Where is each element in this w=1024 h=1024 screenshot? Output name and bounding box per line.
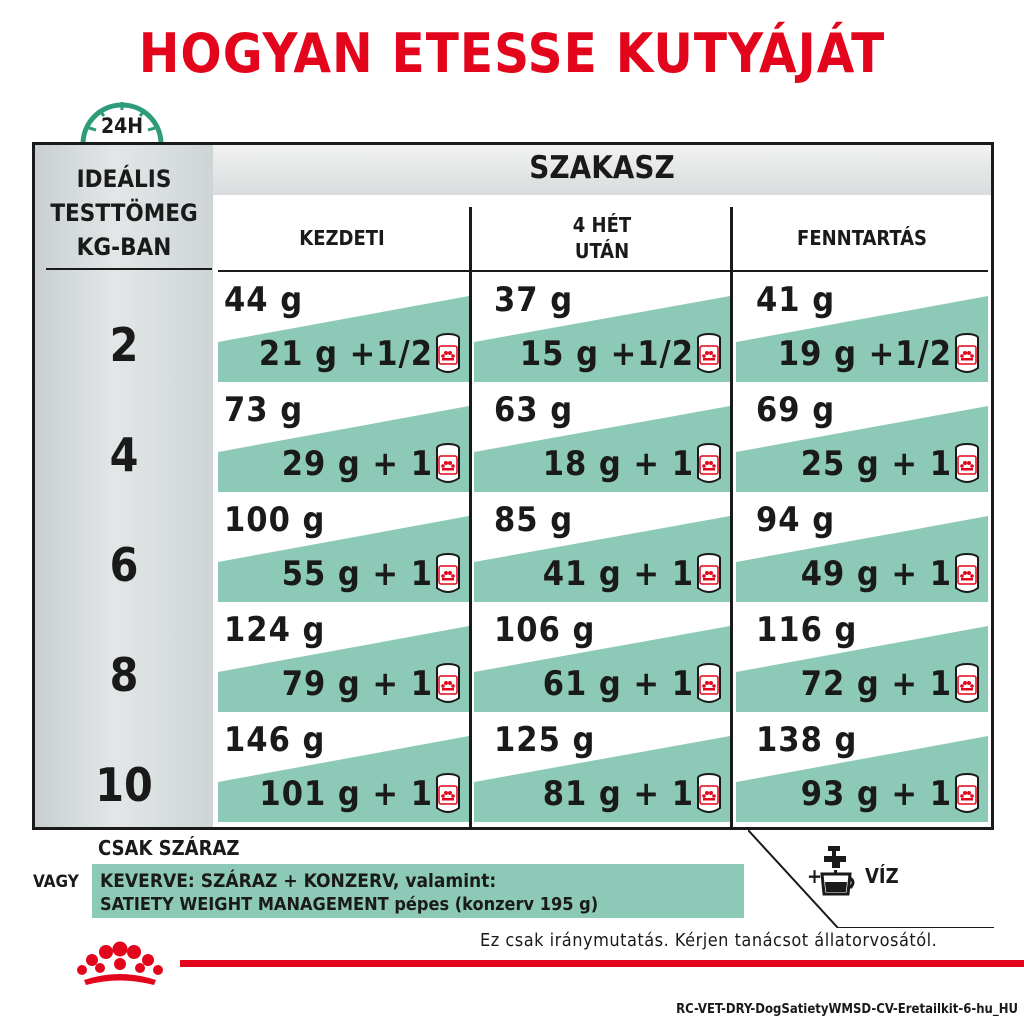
weight-label: 6 <box>109 538 139 592</box>
mixed-amount: 101 g + 1 <box>259 774 433 814</box>
dry-amount: 124 g <box>224 610 326 650</box>
mixed-amount: 18 g + 1 <box>542 444 694 484</box>
clock-label: 24H <box>100 114 144 138</box>
mixed-amount: 55 g + 1 <box>281 554 433 594</box>
can-icon <box>696 662 722 706</box>
legend-mixed-line-2: SATIETY WEIGHT MANAGEMENT pépes (konzerv 195 g) <box>100 894 599 915</box>
column-divider-2 <box>730 207 733 829</box>
can-icon <box>954 552 980 596</box>
can-icon <box>954 332 980 376</box>
dry-amount: 106 g <box>494 610 596 650</box>
legend-mixed-line-1: KEVERVE: SZÁRAZ + KONZERV, valamint: <box>100 870 497 892</box>
can-icon <box>696 332 722 376</box>
mixed-amount: 93 g + 1 <box>800 774 952 814</box>
weight-header-divider <box>46 268 212 270</box>
mixed-amount: 72 g + 1 <box>800 664 952 704</box>
mixed-amount: 21 g +1/2 <box>258 334 433 374</box>
royal-canin-crown-logo <box>70 940 170 986</box>
dry-amount: 37 g <box>494 280 574 320</box>
dry-amount: 94 g <box>756 500 836 540</box>
mixed-amount: 25 g + 1 <box>800 444 952 484</box>
weight-label: 8 <box>109 648 139 702</box>
dry-amount: 69 g <box>756 390 836 430</box>
dry-amount: 146 g <box>224 720 326 760</box>
mixed-amount: 61 g + 1 <box>542 664 694 704</box>
water-label: VÍZ <box>865 864 899 888</box>
mixed-amount: 81 g + 1 <box>542 774 694 814</box>
water-plus: + <box>807 864 823 888</box>
dry-amount: 44 g <box>224 280 304 320</box>
can-icon <box>435 552 461 596</box>
dry-amount: 41 g <box>756 280 836 320</box>
dry-amount: 138 g <box>756 720 858 760</box>
column-header-maintenance: FENNTARTÁS <box>797 226 927 250</box>
mixed-amount: 15 g +1/2 <box>519 334 694 374</box>
dry-amount: 63 g <box>494 390 574 430</box>
mixed-amount: 29 g + 1 <box>281 444 433 484</box>
header-divider <box>218 270 988 272</box>
weight-label: 4 <box>109 428 139 482</box>
stage-header: SZAKASZ <box>529 150 675 186</box>
legend-dry-only: CSAK SZÁRAZ <box>98 836 240 860</box>
dry-amount: 100 g <box>224 500 326 540</box>
weight-label: 2 <box>109 318 139 372</box>
dry-amount: 125 g <box>494 720 596 760</box>
weight-header <box>35 162 213 264</box>
dry-amount: 73 g <box>224 390 304 430</box>
water-tap-icon <box>820 846 856 896</box>
can-icon <box>435 332 461 376</box>
guidance-note: Ez csak iránymutatás. Kérjen tanácsot állatorvosától. <box>480 930 938 951</box>
can-icon <box>954 662 980 706</box>
can-icon <box>435 442 461 486</box>
dry-amount: 116 g <box>756 610 858 650</box>
dry-amount: 85 g <box>494 500 574 540</box>
column-header-after-4-weeks: 4 HÉT UTÁN <box>572 213 632 263</box>
can-icon <box>954 442 980 486</box>
weight-header-line-3: KG-BAN <box>76 233 172 261</box>
brand-red-line <box>180 960 1024 967</box>
can-icon <box>435 772 461 816</box>
mixed-amount: 41 g + 1 <box>542 554 694 594</box>
document-code: RC-VET-DRY-DogSatietyWMSD-CV-Eretailkit-6-hu_HU <box>676 1002 1018 1017</box>
can-icon <box>435 662 461 706</box>
mixed-amount: 79 g + 1 <box>281 664 433 704</box>
can-icon <box>696 442 722 486</box>
mixed-amount: 19 g +1/2 <box>777 334 952 374</box>
can-icon <box>954 772 980 816</box>
legend-or: VAGY <box>33 872 79 892</box>
weight-header-line-2: TESTTÖMEG <box>50 199 198 227</box>
weight-label: 10 <box>95 758 153 812</box>
can-icon <box>696 772 722 816</box>
column-header-initial: KEZDETI <box>299 226 385 250</box>
mixed-amount: 49 g + 1 <box>800 554 952 594</box>
can-icon <box>696 552 722 596</box>
page-title: HOGYAN ETESSE KUTYÁJÁT <box>138 22 886 85</box>
column-divider-1 <box>469 207 472 829</box>
weight-header-line-1: IDEÁLIS <box>76 165 172 193</box>
